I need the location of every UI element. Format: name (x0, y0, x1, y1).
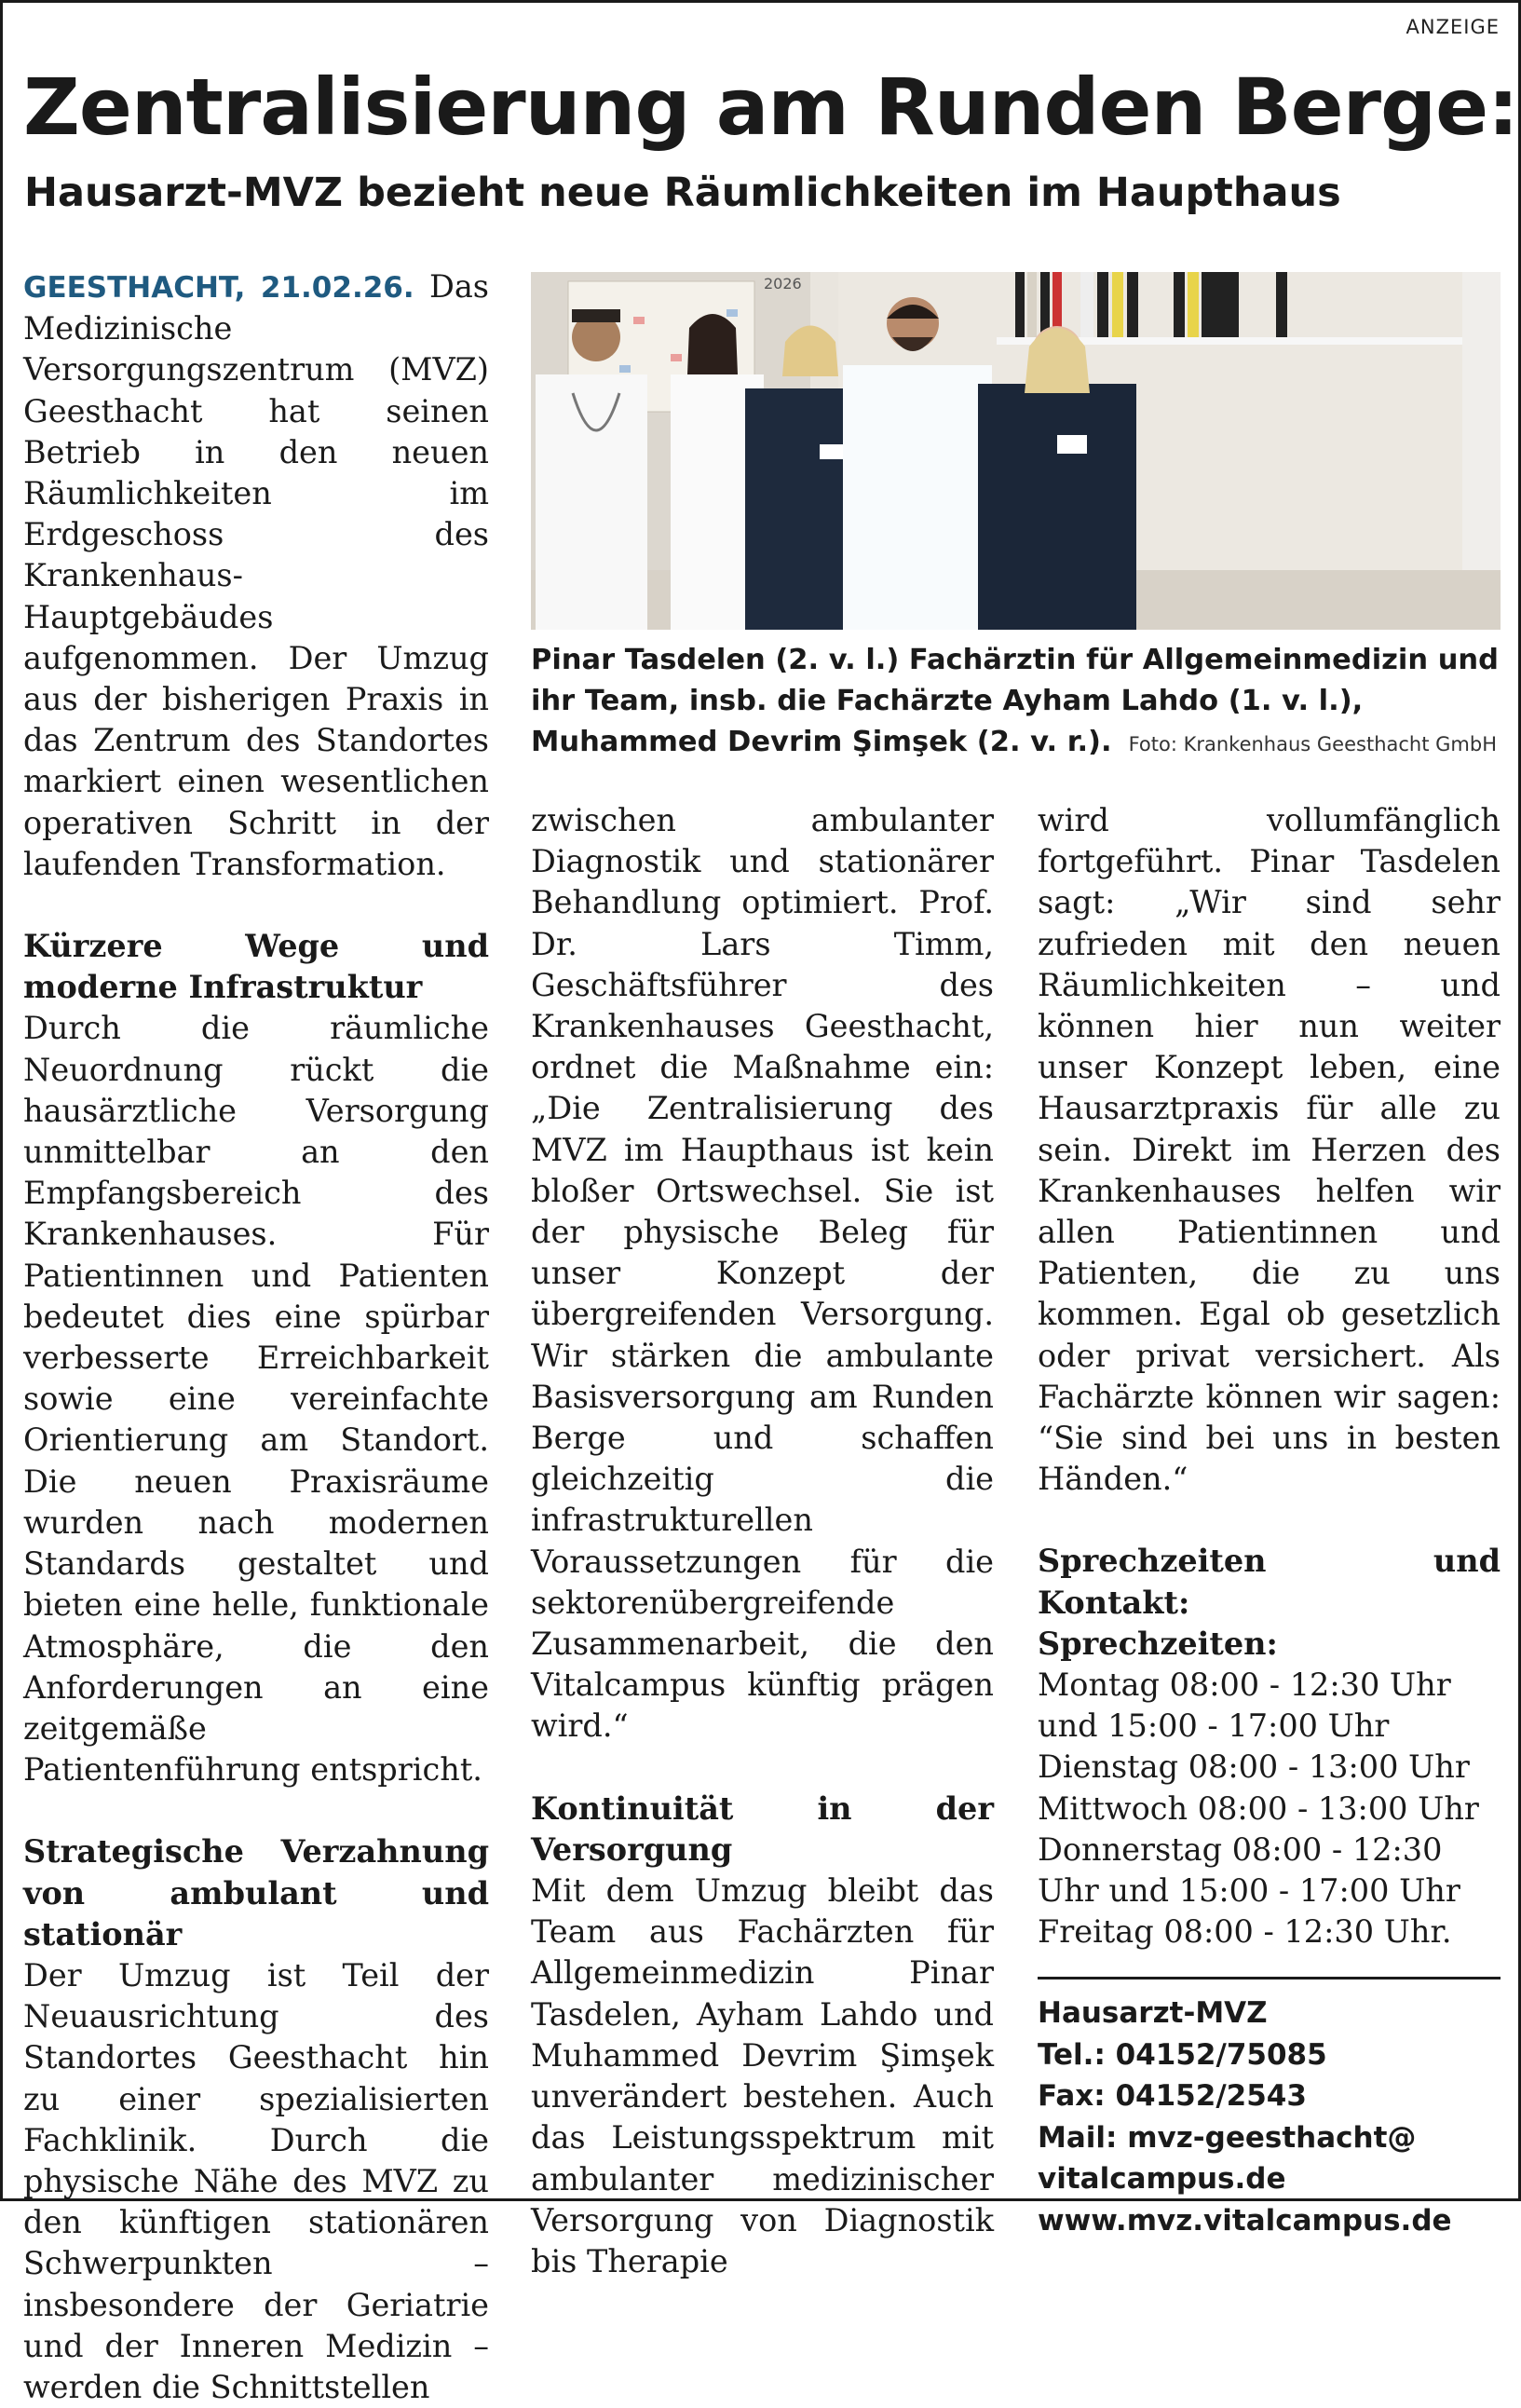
calendar-year: 2026 (764, 275, 802, 292)
section-heading-integration: Strategische Verzahnung von ambulant und stationär (23, 1833, 489, 1952)
caption-line-1: Pinar Tasdelen (2. v. l.) Fachärztin für Allgemeinmedizin und (531, 644, 1499, 676)
hours-line-thursday-afternoon: Uhr und 15:00 - 17:00 Uhr (1038, 1872, 1460, 1910)
article-column-1 (23, 266, 489, 2408)
intro-text: Das Medizinische Versorgungszentrum (MVZ) Geesthacht hat seinen Betrieb in den neuen Räumlichkeiten im Erdgeschoss des Krankenhaus-Hauptgebäudes aufgenommen. Der Umzug aus der bisherigen Praxis in das Zentrum des Standortes markiert einen wesentlichen operativen Schritt in der laufenden Transformation. (23, 268, 489, 882)
section-body-infrastructure: Durch die räumliche Neuordnung rückt die hausärztliche Versorgung unmittelbar an den Empfangsbereich des Krankenhauses. Für Patientinnen und Patienten bedeutet dies eine spürbar verbesserte Erreichbarkeit sowie eine vereinfachte Orientierung am Standort. Die neuen Praxisräume wurden nach modernen Standards gestaltet und bieten eine helle, funktionale Atmosphäre, die den Anforderungen an eine zeitgemäße Patientenführung entspricht. (23, 1010, 489, 1789)
team-photo (531, 272, 1501, 630)
contact-divider (1038, 1977, 1501, 1979)
contact-name: Hausarzt-MVZ (1038, 1996, 1268, 2031)
hours-line-monday-afternoon: und 15:00 - 17:00 Uhr (1038, 1707, 1390, 1745)
headline: Zentralisierung am Runden Berge: (23, 61, 1518, 153)
hours-line-friday: Freitag 08:00 - 12:30 Uhr. (1038, 1913, 1452, 1951)
hours-heading: Sprechzeiten und Kontakt: (1038, 1543, 1501, 1621)
contact-phone: Tel.: 04152/75085 (1038, 2037, 1327, 2072)
caption-line-3-text: Muhammed Devrim Şimşek (2. v. r.). (531, 726, 1112, 758)
caption-line-3 (531, 722, 1504, 765)
hours-subheading: Sprechzeiten: (1038, 1625, 1278, 1662)
section-heading-continuity: Kontinuität in der Versorgung (531, 1789, 994, 1868)
hours-line-wednesday: Mittwoch 08:00 - 13:00 Uhr (1038, 1789, 1479, 1827)
section-body-continuity-part1: Mit dem Umzug bleibt das Team aus Fachärzten für Allgemeinmedizin Pinar Tasdelen, Ayham Lahdo und Muhammed Devrim Şimşek unverändert bestehen. Auch das Leistungsspektrum mit ambulanter medizinischer Versorgung von Diagnostik bis Therapie (531, 1872, 994, 2279)
article-column-2 (531, 800, 994, 2282)
hours-line-tuesday: Dienstag 08:00 - 13:00 Uhr (1038, 1748, 1470, 1786)
section-heading-infrastructure: Kürzere Wege und moderne Infrastruktur (23, 928, 489, 1006)
section-body-integration-part2: zwischen ambulanter Diagnostik und stationärer Behandlung optimiert. Prof. Dr. Lars Timm, Geschäftsführer des Krankenhauses Geesthacht, ordnet die Maßnahme ein: „Die Zentralisierung des MVZ im Haupthaus ist kein bloßer Ortswechsel. Sie ist der physische Beleg für unser Konzept der übergreifenden Versorgung. Wir stärken die ambulante Basisversorgung am Runden Berge und schaffen gleichzeitig die infrastrukturellen Voraussetzungen für die sektorenübergreifende Zusammenarbeit, die den Vitalcampus künftig prägen wird.“ (531, 802, 994, 1745)
contact-website: www.mvz.vitalcampus.de (1038, 2203, 1452, 2238)
hours-line-monday: Montag 08:00 - 12:30 Uhr (1038, 1667, 1451, 1704)
contact-mail-1: Mail: mvz-geesthacht@ (1038, 2120, 1417, 2155)
team-photo-illustration (531, 272, 1501, 630)
photo-caption (531, 640, 1504, 765)
subheadline: Hausarzt-MVZ bezieht neue Räumlichkeiten im Haupthaus (24, 170, 1341, 216)
article-column-3 (1038, 800, 1501, 2241)
photo-credit: Foto: Krankenhaus Geesthacht GmbH (1128, 733, 1497, 755)
section-body-integration-part1: Der Umzug ist Teil der Neuausrichtung des Standortes Geesthacht hin zu einer spezialisierten Fachklinik. Durch die physische Nähe des MVZ zu den künftigen stationären Schwerpunkten – insbesondere der Geriatrie und der Inneren Medizin – werden die Schnittstellen (23, 1956, 489, 2405)
section-body-continuity-part2: wird vollumfänglich fortgeführt. Pinar Tasdelen sagt: „Wir sind sehr zufrieden mit den neuen Räumlichkeiten – und können hier nun weiter unser Konzept leben, eine Hausarztpraxis für alle zu sein. Direkt im Herzen des Krankenhauses helfen wir allen Patientinnen und Patienten, die zu uns kommen. Egal ob gesetzlich oder privat versichert. Als Fachärzte können wir sagen: “Sie sind bei uns in besten Händen.“ (1038, 802, 1501, 1498)
ad-label: ANZEIGE (1406, 16, 1500, 38)
intro-paragraph (23, 266, 489, 885)
dateline: GEESTHACHT, 21.02.26. (23, 271, 414, 305)
contact-mail-2: vitalcampus.de (1038, 2162, 1286, 2197)
contact-fax: Fax: 04152/2543 (1038, 2079, 1307, 2114)
caption-line-2: ihr Team, insb. die Fachärzte Ayham Lahdo (1. v. l.), (531, 685, 1364, 717)
hours-list (1038, 1665, 1501, 1952)
contact-block (1038, 1993, 1501, 2241)
hours-line-thursday: Donnerstag 08:00 - 12:30 (1038, 1830, 1443, 1868)
